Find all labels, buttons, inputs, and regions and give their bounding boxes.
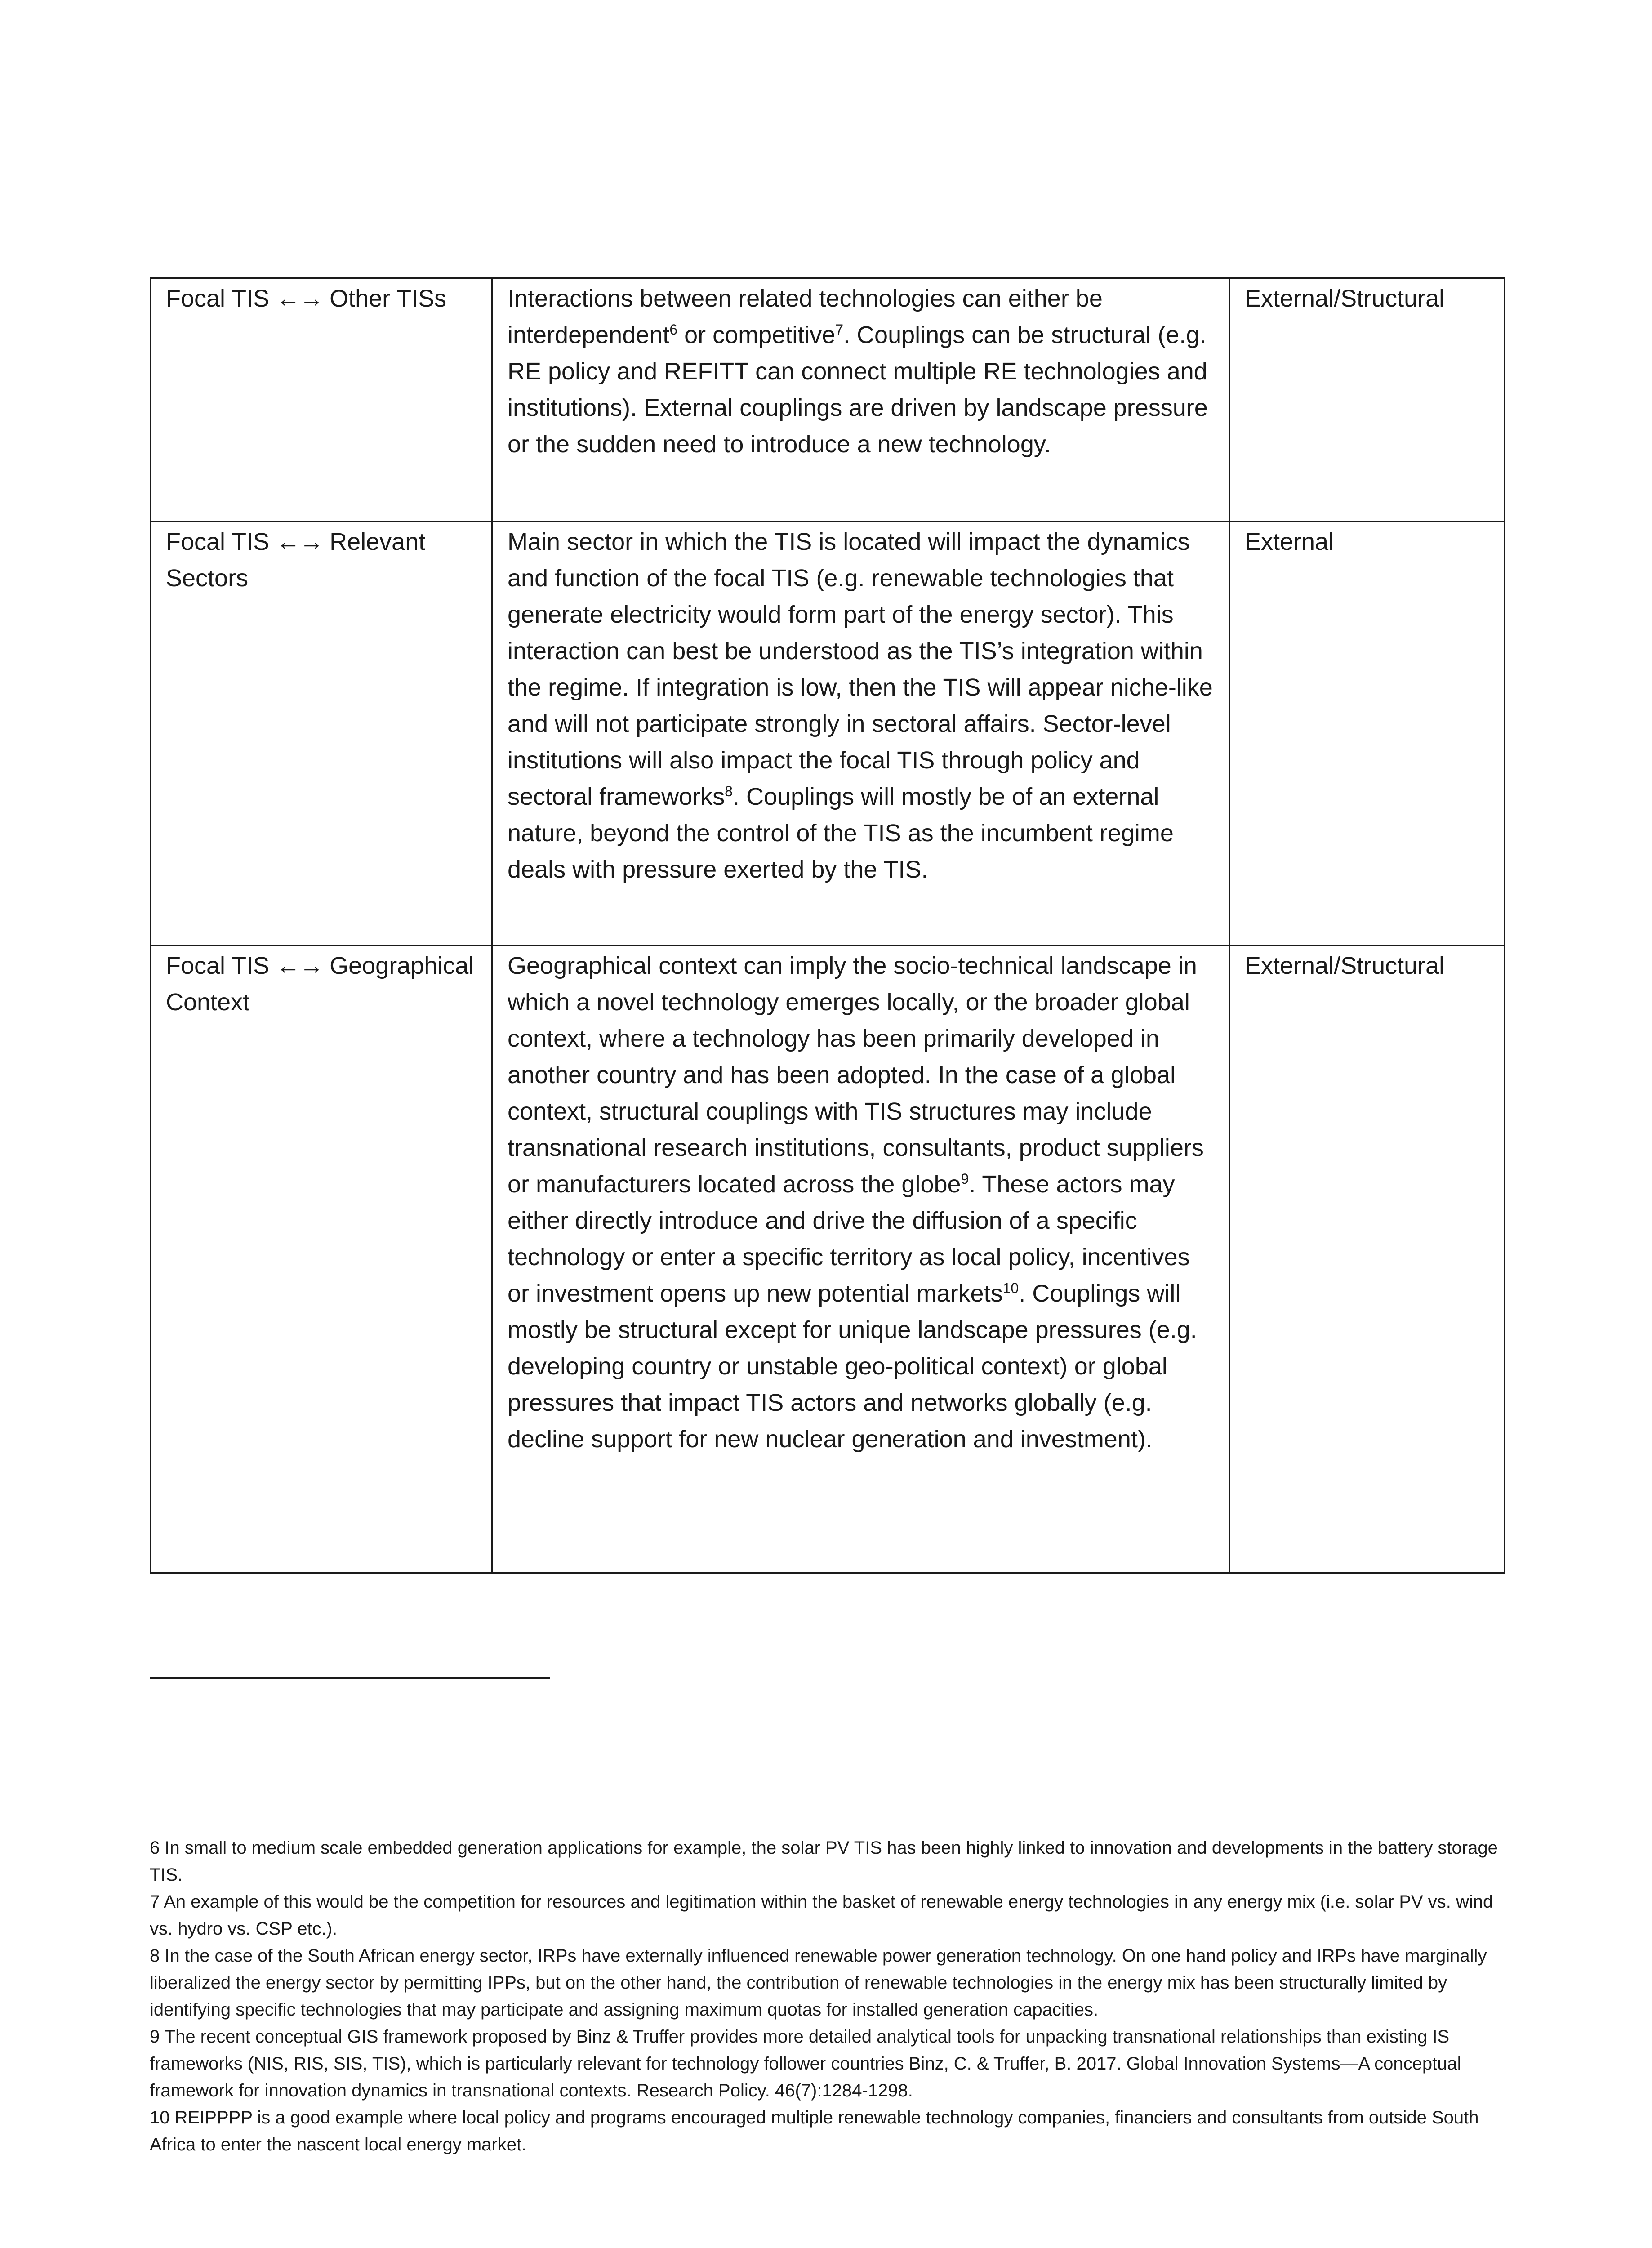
interaction-label: Focal TIS [166, 528, 276, 555]
description-text: or competitive [677, 321, 836, 348]
table-row [151, 278, 1505, 522]
footnote: 8 In the case of the South African energy sector, IRPs have externally influenced renewable power generation technology. On one hand policy and IRPs have marginally liberalized the energy sector by permitting IPPs, but on the other hand, the contribution of renewable technologies in the energy mix has been structurally limited by identifying specific technologies that may participate and assigning maximum quotas for installed generation capacities. [150, 1946, 1487, 2020]
description-text: Interactions between related technologies can either be interdependent [508, 285, 1103, 348]
coupling-type-cell: External [1229, 522, 1505, 946]
table-row [151, 946, 1505, 1573]
description-text: . Couplings will mostly be of an external nature, beyond the control of the TIS as the incumbent regime deals with pressure exerted by the TIS. [508, 783, 1174, 883]
description-cell [492, 522, 1229, 946]
description-cell [492, 278, 1229, 522]
footnote-ref[interactable]: 8 [725, 783, 733, 799]
interaction-label: Focal TIS [166, 285, 276, 312]
description-text: Main sector in which the TIS is located will impact the dynamics and function of the focal TIS (e.g. renewable technologies that generate electricity would form part of the energy sector). This interaction can best be understood as the TIS’s integration within the regime. If integration is low, then the TIS will appear niche-like and will not participate strongly in sectoral affairs. Sector-level institutions will also impact the focal TIS through policy and sectoral frameworks [508, 528, 1213, 810]
table-row [151, 522, 1505, 946]
description-text: . Couplings will mostly be structural except for unique landscape pressures (e.g. developing country or unstable geo-political context) or global pressures that impact TIS actors and networks globally (e.g. decline support for new nuclear generation and investment). [508, 1280, 1197, 1453]
footnote-ref[interactable]: 6 [669, 321, 678, 338]
interaction-label: Other TISs [323, 285, 447, 312]
footnotes [150, 1834, 1503, 2158]
interaction-label: Focal TIS [166, 952, 276, 979]
footnote-ref[interactable]: 9 [961, 1171, 969, 1187]
footnote: 9 The recent conceptual GIS framework proposed by Binz & Truffer provides more detailed analytical tools for unpacking transnational relationships than existing IS frameworks (NIS, RIS, SIS, TIS), which is particularly relevant for technology follower countries Binz, C. & Truffer, B. 2017. Global Innovation Systems—A conceptual framework for innovation dynamics in transnational contexts. Research Policy. 46(7):1284-1298. [150, 2027, 1461, 2101]
interaction-cell [151, 522, 492, 946]
coupling-table [150, 277, 1505, 1574]
footnote: 6 In small to medium scale embedded generation applications for example, the solar PV TIS has been highly linked to innovation and developments in the battery storage TIS. [150, 1838, 1498, 1885]
interaction-cell [151, 278, 492, 522]
description-text: Geographical context can imply the socio-technical landscape in which a novel technology emerges locally, or the broader global context, where a technology has been primarily developed in another country and has been adopted. In the case of a global context, structural couplings with TIS structures may include transnational research institutions, consultants, product suppliers or manufacturers located across the globe [508, 952, 1204, 1198]
footnote-separator [150, 1677, 550, 1679]
double-arrow-icon: ←→ [276, 285, 323, 312]
description-cell [492, 946, 1229, 1573]
footnote: 10 REIPPPP is a good example where local policy and programs encouraged multiple renewable technology companies, financiers and consultants from outside South Africa to enter the nascent local energy market. [150, 2108, 1479, 2154]
description-text: . Couplings can be structural (e.g. RE policy and REFITT can connect multiple RE technologies and institutions). External couplings are driven by landscape pressure or the sudden need to introduce a new technology. [508, 321, 1208, 458]
interaction-label: Relevant Sectors [166, 528, 426, 592]
footnote-ref[interactable]: 10 [1002, 1280, 1019, 1296]
double-arrow-icon: ←→ [276, 952, 323, 979]
coupling-type-cell: External/Structural [1229, 278, 1505, 522]
double-arrow-icon: ←→ [276, 528, 323, 555]
footnote: 7 An example of this would be the competition for resources and legitimation within the basket of renewable energy technologies in any energy mix (i.e. solar PV vs. wind vs. hydro vs. CSP etc.). [150, 1892, 1493, 1939]
interaction-cell [151, 946, 492, 1573]
coupling-type-cell: External/Structural [1229, 946, 1505, 1573]
footnote-ref[interactable]: 7 [835, 321, 844, 338]
description-text: . These actors may either directly introduce and drive the diffusion of a specific technology or enter a specific territory as local policy, incentives or investment opens up new potential markets [508, 1171, 1190, 1307]
interaction-label: Geographical Context [166, 952, 474, 1016]
